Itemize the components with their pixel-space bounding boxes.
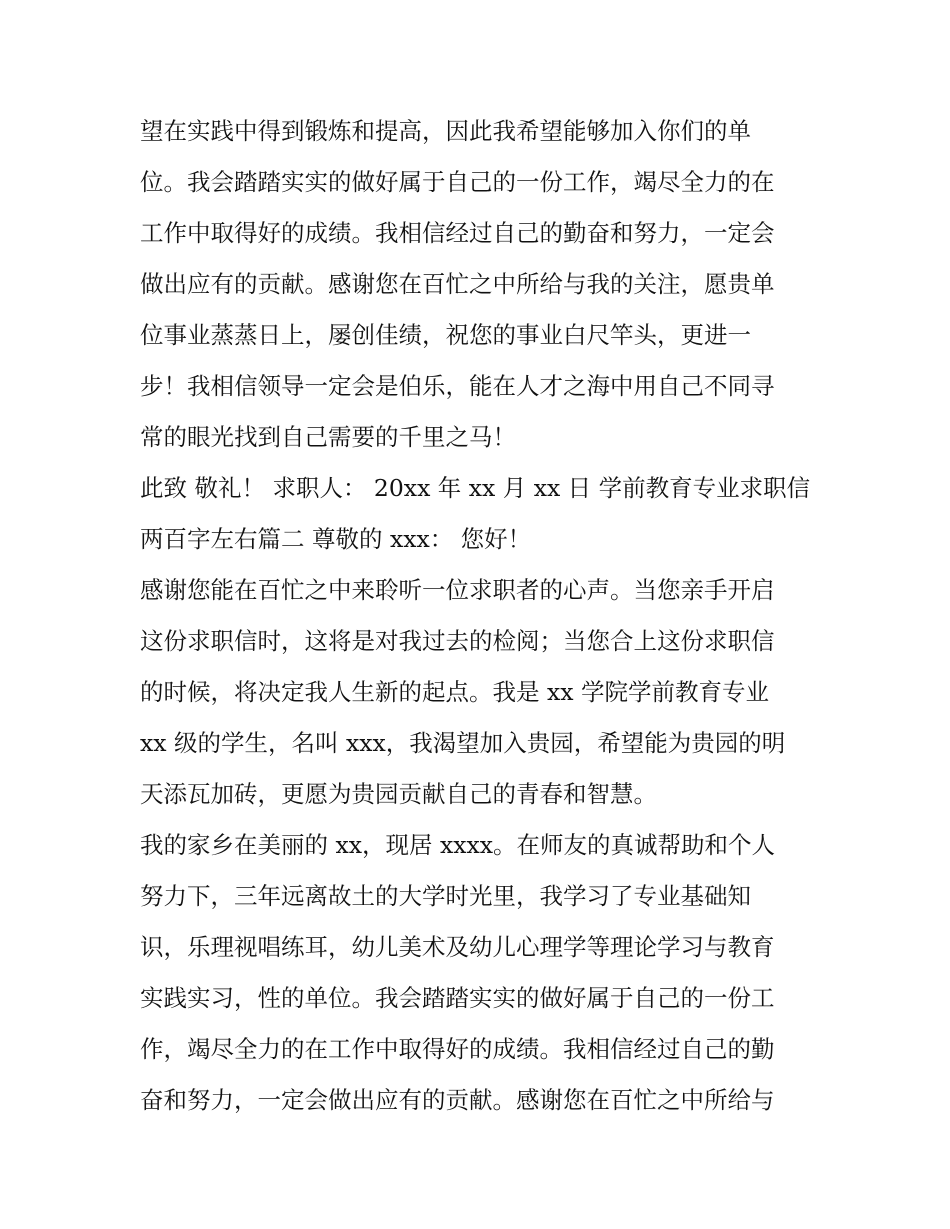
text-line: 识，乐理视唱练耳，幼儿美术及幼儿心理学等理论学习与教育 — [140, 933, 775, 961]
text-line: 我的家乡在美丽的 xx，现居 xxxx。在师友的真诚帮助和个人 — [140, 831, 775, 859]
text-line: 望在实践中得到锻炼和提高，因此我希望能够加入你们的单 — [140, 117, 751, 145]
text-line: 天添瓦加砖，更愿为贵园贡献自己的青春和智慧。 — [140, 780, 657, 808]
text-line: 位事业蒸蒸日上，屡创佳绩，祝您的事业白尺竿头，更进一 — [140, 321, 751, 349]
text-line: xx 级的学生，名叫 xxx，我渴望加入贵园，希望能为贵园的明 — [140, 729, 786, 757]
text-line: 作，竭尽全力的在工作中取得好的成绩。我相信经过自己的勤 — [140, 1035, 775, 1063]
text-line: 常的眼光找到自己需要的千里之马！ — [140, 423, 516, 451]
text-line: 的时候，将决定我人生新的起点。我是 xx 学院学前教育专业 — [140, 678, 769, 706]
text-line: 步！我相信领导一定会是伯乐，能在人才之海中用自己不同寻 — [140, 372, 775, 400]
text-line: 感谢您能在百忙之中来聆听一位求职者的心声。当您亲手开启 — [140, 576, 775, 604]
document-body — [140, 106, 820, 1126]
text-line: 奋和努力，一定会做出应有的贡献。感谢您在百忙之中所给与 — [140, 1086, 775, 1114]
text-line: 努力下，三年远离故土的大学时光里，我学习了专业基础知 — [140, 882, 751, 910]
text-line: 做出应有的贡献。感谢您在百忙之中所给与我的关注，愿贵单 — [140, 270, 775, 298]
text-line: 实践实习，性的单位。我会踏踏实实的做好属于自己的一份工 — [140, 984, 775, 1012]
text-line: 这份求职信时，这将是对我过去的检阅；当您合上这份求职信 — [140, 627, 775, 655]
text-line: 工作中取得好的成绩。我相信经过自己的勤奋和努力，一定会 — [140, 219, 775, 247]
text-line: 此致 敬礼！ 求职人： 20xx 年 xx 月 xx 日 学前教育专业求职信 — [140, 474, 811, 502]
text-line: 位。我会踏踏实实的做好属于自己的一份工作，竭尽全力的在 — [140, 168, 775, 196]
text-line: 两百字左右篇二 尊敬的 xxx： 您好！ — [140, 525, 532, 553]
